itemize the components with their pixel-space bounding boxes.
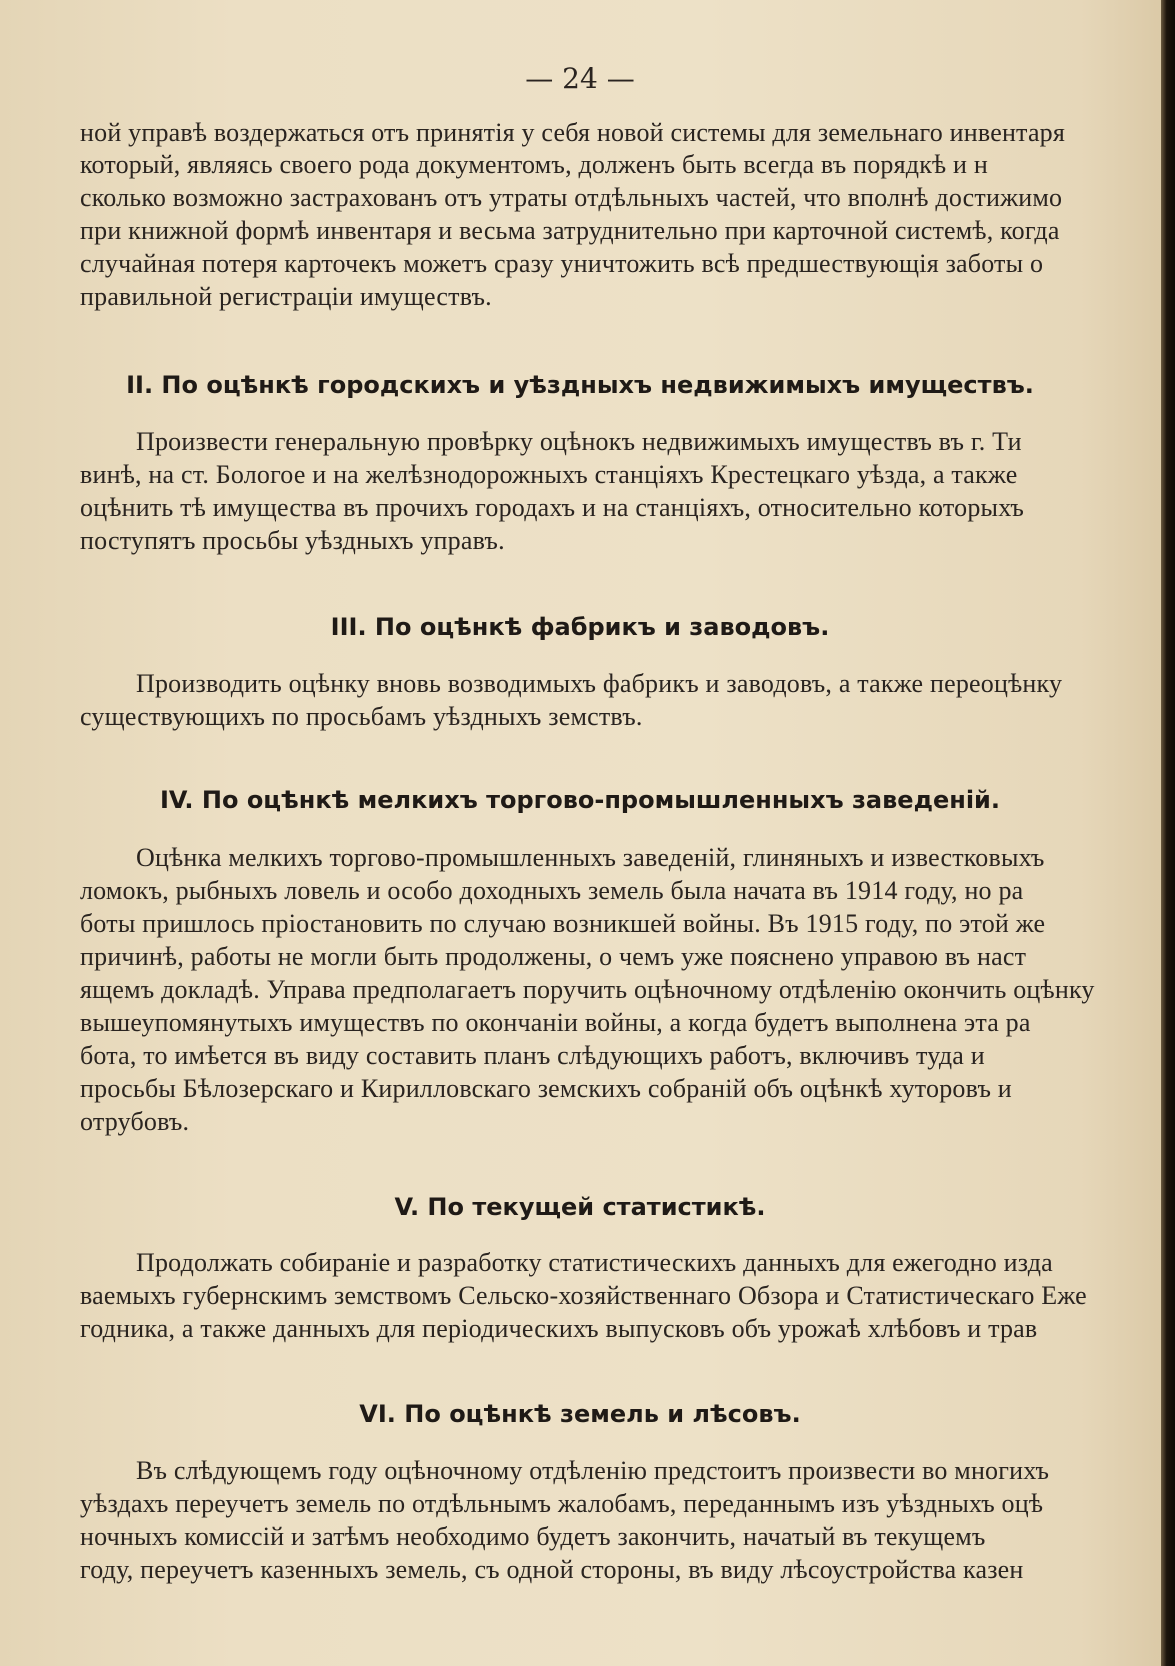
page-number: — 24 — <box>525 62 635 95</box>
text-line: существующихъ по просьбамъ уѣздныхъ земствъ. <box>80 702 643 731</box>
text-line: причинѣ, работы не могли быть продолжены, о чемъ уже пояснено управою въ наст <box>80 942 1027 971</box>
text-line: ящемъ докладѣ. Управа предполагаетъ поручить оцѣночному отдѣленію окончить оцѣнку <box>80 975 1095 1004</box>
text-line: поступятъ просьбы уѣздныхъ управъ. <box>80 526 505 555</box>
text-line: сколько возможно застрахованъ отъ утраты отдѣльныхъ частей, что вполнѣ достижимо <box>80 183 1063 212</box>
text-line: годника, а также данныхъ для періодическихъ выпусковъ объ урожаѣ хлѣбовъ и трав <box>80 1314 1038 1343</box>
text-line: вышеупомянутыхъ имуществъ по окончаніи войны, а когда будетъ выполнена эта ра <box>80 1008 1031 1037</box>
text-line: Въ слѣдующемъ году оцѣночному отдѣленію предстоитъ произвести во многихъ <box>136 1456 1050 1485</box>
text-line: случайная потеря карточекъ можетъ сразу уничтожить всѣ предшествующія заботы о <box>80 249 1044 278</box>
text-line: ночныхъ комиссій и затѣмъ необходимо будетъ закончить, начатый въ текущемъ <box>80 1522 986 1551</box>
text-line: винѣ, на ст. Бологое и на желѣзнодорожныхъ станціяхъ Крестецкаго уѣзда, а также <box>80 460 1018 489</box>
text-line: правильной регистраціи имуществъ. <box>80 282 492 311</box>
section-heading: IV. По оцѣнкѣ мелкихъ торгово-промышленныхъ заведеній. <box>160 786 1000 814</box>
section-heading: V. По текущей статистикѣ. <box>394 1193 766 1221</box>
text-line: ломокъ, рыбныхъ ловель и особо доходныхъ земель была начата въ 1914 году, но ра <box>80 876 1024 905</box>
text-line: году, переучетъ казенныхъ земель, съ одной стороны, въ виду лѣсоустройства казен <box>80 1555 1024 1584</box>
text-line: при книжной формѣ инвентаря и весьма затруднительно при карточной системѣ, когда <box>80 216 1060 245</box>
text-line: Продолжать собираніе и разработку статистическихъ данныхъ для ежегодно изда <box>136 1248 1053 1277</box>
binding-spine <box>1161 0 1175 1666</box>
text-line: боты пришлось пріостановить по случаю возникшей войны. Въ 1915 году, по этой же <box>80 909 1046 938</box>
text-line: Оцѣнка мелкихъ торгово-промышленныхъ заведеній, глиняныхъ и известковыхъ <box>136 843 1045 872</box>
text-line: отрубовъ. <box>80 1107 190 1136</box>
text-line: Произвести генеральную провѣрку оцѣнокъ недвижимыхъ имуществъ въ г. Ти <box>136 427 1022 456</box>
text-line: бота, то имѣется въ виду составить планъ слѣдующихъ работъ, включивъ туда и <box>80 1041 985 1070</box>
text-line: который, являясь своего рода документомъ, долженъ быть всегда въ порядкѣ и н <box>80 150 988 179</box>
text-line: ной управѣ воздержаться отъ принятія у себя новой системы для земельнаго инвентаря <box>80 118 1066 147</box>
text-line: уѣздахъ переучетъ земель по отдѣльнымъ жалобамъ, переданнымъ изъ уѣздныхъ оцѣ <box>80 1489 1044 1518</box>
section-heading: VI. По оцѣнкѣ земель и лѣсовъ. <box>359 1400 801 1428</box>
text-line: ваемыхъ губернскимъ земствомъ Сельско-хозяйственнаго Обзора и Статистическаго Еже <box>80 1281 1087 1310</box>
text-line: Производить оцѣнку вновь возводимыхъ фабрикъ и заводовъ, а также переоцѣнку <box>136 669 1063 698</box>
text-line: оцѣнить тѣ имущества въ прочихъ городахъ и на станціяхъ, относительно которыхъ <box>80 493 1025 522</box>
section-heading: III. По оцѣнкѣ фабрикъ и заводовъ. <box>330 613 830 641</box>
text-line: просьбы Бѣлозерскаго и Кирилловскаго земскихъ собраній объ оцѣнкѣ хуторовъ и <box>80 1074 1012 1103</box>
section-heading: II. По оцѣнкѣ городскихъ и уѣздныхъ недвижимыхъ имуществъ. <box>126 371 1034 399</box>
